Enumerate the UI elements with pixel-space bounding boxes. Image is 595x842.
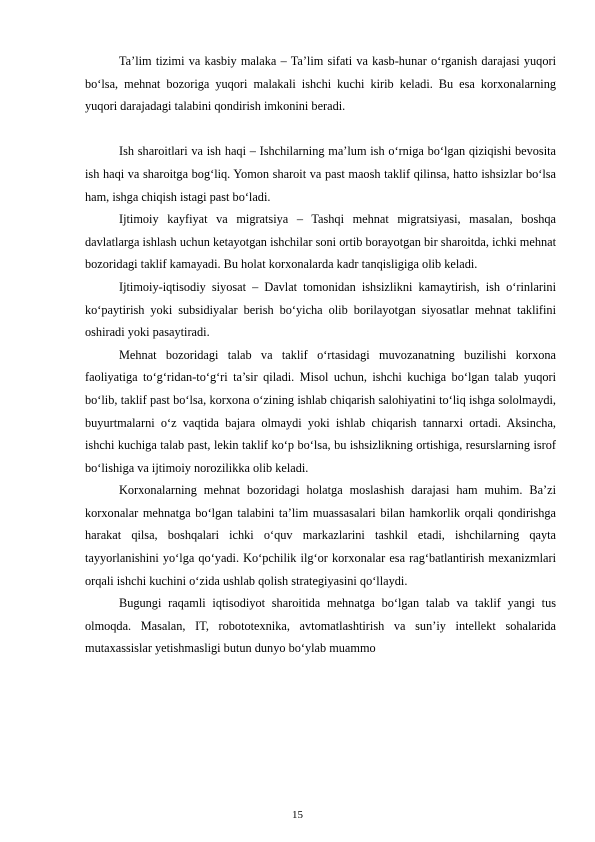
paragraph-migration: Ijtimoiy kayfiyat va migratsiya – Tashqi mehnat migratsiyasi, masalan, boshqa davlatlarga ishlash uchun ketayotgan ishchilar soni ortib borayotgan bir sharoitda, ichki mehnat bozoridagi taklif kamayadi. Bu holat korxonalarda kadr tanqisligiga olib keladi. — [85, 212, 556, 272]
paragraph-market-balance: Mehnat bozoridagi talab va taklif o‘rtasidagi muvozanatning buzilishi korxona faoliyatiga to‘g‘ridan-to‘g‘ri ta’sir qiladi. Misol uchun, ishchi kuchiga bo‘lgan talab yuqori bo‘lib, taklif past bo‘lsa, korxona o‘zining ishlab chiqarish salohiyatini to‘liq ishga sololmaydi, buyurtmalarni o‘z vaqtida bajara olmaydi yoki ishlab chiqarish tannarxi ortadi. Aksincha, ishchi kuchiga talab past, lekin taklif ko‘p bo‘lsa, bu ishsizlikning ortishiga, resurslarning isrof bo‘lishiga va ijtimoiy norozilikka olib keladi. — [85, 347, 556, 475]
paragraph-digital-economy: Bugungi raqamli iqtisodiyot sharoitida mehnatga bo‘lgan talab va taklif yangi tus olmoqda. Masalan, IT, robototexnika, avtomatlashtirish va sun’iy intellekt sohalarida mutaxassislar yetishmasligi butun dunyo bo‘ylab muammo — [85, 596, 556, 656]
page-number: 15 — [292, 809, 303, 821]
paragraph-education: Ta’lim tizimi va kasbiy malaka – Ta’lim sifati va kasb-hunar o‘rganish darajasi yuqori bo‘lsa, mehnat bozoriga yuqori malakali ishchi kuchi kirib keladi. Bu esa korxonalarning yuqori darajadagi talabini qondirish imkonini beradi. — [85, 54, 556, 114]
paragraph-policy: Ijtimoiy-iqtisodiy siyosat – Davlat tomonidan ishsizlikni kamaytirish, ish o‘rinlarini ko‘paytirish yoki subsidiyalar berish bo‘yicha olib borilayotgan siyosatlar mehnat taklifini oshiradi yoki pasaytiradi. — [85, 279, 556, 340]
paragraph-adaptation: Korxonalarning mehnat bozoridagi holatga moslashish darajasi ham muhim. Ba’zi korxonalar mehnatga bo‘lgan talabini ta’lim muassasalari bilan hamkorlik orqali qondirishga harakat qilsa, boshqalari ichki o‘quv markazlarini tashkil etadi, ishchilarning qayta tayyorlanishini yo‘lga qo‘yadi. Ko‘pchilik ilg‘or korxonalar esa rag‘batlantirish mexanizmlari orqali ishchi kuchini o‘zida ushlab qolish strategiyasini qo‘llaydi. — [85, 483, 556, 588]
paragraph-spacer — [85, 118, 556, 141]
document-body — [85, 50, 556, 660]
paragraph-working-conditions: Ish sharoitlari va ish haqi – Ishchilarning ma’lum ish o‘rniga bo‘lgan qiziqishi bevosita ish haqi va sharoitga bog‘liq. Yomon sharoit va past maosh taklif qilinsa, hatto ishsizlar bo‘lsa ham, ishga chiqish istagi past bo‘ladi. — [85, 144, 556, 204]
